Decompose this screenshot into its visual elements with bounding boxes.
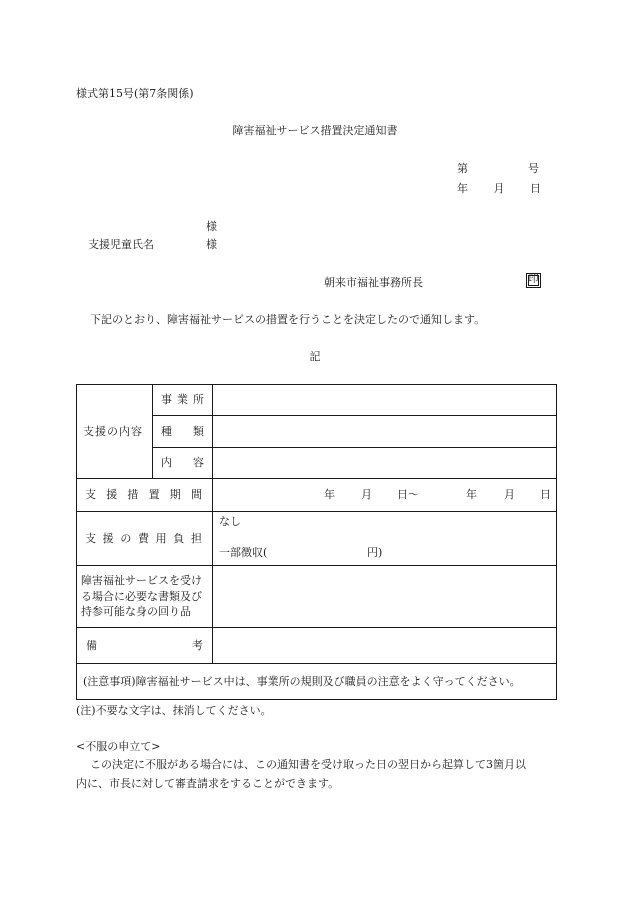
cost-none-option[interactable]: なし [219, 514, 241, 528]
document-title: 障害福祉サービス措置決定通知書 [232, 124, 398, 137]
child-honorific: 様 [206, 238, 217, 251]
remarks-value[interactable] [213, 628, 557, 664]
table-row [77, 664, 557, 700]
period-label-char: 間 [190, 488, 202, 502]
support-content-label-text: 支援の内容 [83, 424, 143, 438]
facility-label-char: 事 [161, 393, 172, 407]
cost-label-char: 援 [102, 531, 114, 545]
footnote: (注)不要な文字は、抹消してください。 [76, 704, 272, 717]
document-number-prefix: 第 [457, 162, 468, 175]
required-items-label: 障害福祉サービスを受ける場合に必要な書類及び持参可能な身の回り品 [77, 566, 213, 628]
issue-date [457, 182, 541, 196]
form-number: 様式第15号(第7条関係) [76, 87, 194, 100]
period-end-year: 年 [466, 488, 477, 502]
remarks-label-char: 考 [192, 638, 203, 652]
document-number-suffix: 号 [528, 162, 539, 175]
cost-value[interactable] [213, 512, 557, 566]
type-label-char: 類 [193, 424, 204, 438]
guardian-honorific: 様 [206, 220, 217, 233]
period-start-year: 年 [324, 488, 335, 502]
seal-mark: 印 [526, 273, 541, 288]
objection-text-line2: 内に、市長に対して審査請求をすることができます。 [76, 777, 340, 790]
objection-text-line1: この決定に不服がある場合には、この通知書を受け取った日の翌日から起算して3箇月以 [90, 758, 526, 771]
intro-text: 下記のとおり、障害福祉サービスの措置を行うことを決定したので通知します。 [90, 313, 486, 326]
content-label-char: 内 [161, 456, 172, 470]
cost-partial-prefix[interactable]: 一部徴収( [219, 545, 268, 559]
table-row [77, 479, 557, 512]
content-label [153, 448, 213, 479]
issue-date-year: 年 [457, 182, 468, 195]
period-end-month: 月 [504, 488, 515, 502]
period-label-char: 支 [85, 488, 96, 502]
table-row [77, 512, 557, 566]
remarks-label-char: 備 [86, 638, 97, 652]
cost-label-char: 費 [137, 531, 149, 545]
period-end-day: 日 [540, 488, 551, 502]
type-label [153, 416, 213, 448]
period-label [77, 479, 213, 512]
period-value[interactable] [213, 479, 557, 512]
issue-date-day: 日 [530, 182, 541, 195]
table-row [77, 385, 557, 416]
issuing-office: 朝来市福祉事務所長 [324, 276, 423, 289]
period-label-char: 期 [169, 488, 181, 502]
period-start-month: 月 [361, 488, 372, 502]
support-content-label [77, 385, 153, 479]
type-label-char: 種 [161, 424, 172, 438]
period-label-char: 措 [127, 488, 139, 502]
objection-heading: <不服の申立て> [76, 740, 161, 753]
period-label-char: 置 [148, 488, 160, 502]
period-label-char: 援 [106, 488, 118, 502]
table-row [77, 628, 557, 664]
notice-text: (注意事項)障害福祉サービス中は、事業所の規則及び職員の注意をよく守ってください。 [77, 664, 557, 700]
content-value[interactable] [213, 448, 557, 479]
decision-table [76, 384, 557, 700]
ki-heading: 記 [309, 350, 321, 363]
facility-label-char: 業 [177, 393, 188, 407]
issue-date-month: 月 [493, 182, 505, 195]
facility-label-char: 所 [193, 393, 204, 407]
cost-partial-suffix: 円) [367, 545, 383, 559]
cost-label-char: の [120, 531, 132, 545]
facility-value[interactable] [213, 385, 557, 416]
type-value[interactable] [213, 416, 557, 448]
content-label-char: 容 [193, 456, 204, 470]
required-items-value[interactable] [213, 566, 557, 628]
cost-label-char: 用 [155, 531, 167, 545]
period-start-day: 日〜 [397, 488, 419, 502]
facility-label [153, 385, 213, 416]
cost-label [77, 512, 213, 566]
cost-label-char: 担 [190, 531, 202, 545]
cost-label-char: 負 [173, 531, 185, 545]
remarks-label [77, 628, 213, 664]
table-row [77, 566, 557, 628]
cost-label-char: 支 [85, 531, 96, 545]
child-name-label: 支援児童氏名 [88, 238, 154, 251]
